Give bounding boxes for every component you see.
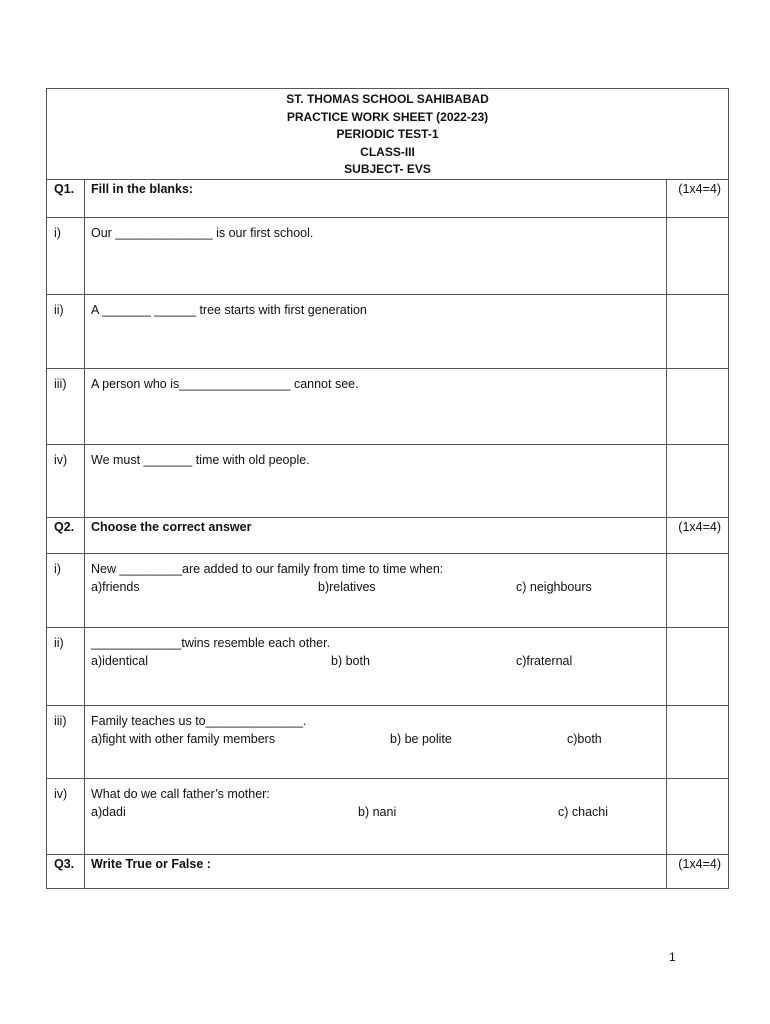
marks-cell [667, 444, 729, 517]
question-number: Q1. [47, 179, 85, 217]
q1-row [47, 179, 729, 217]
marks-cell [667, 778, 729, 854]
question-number: Q2. [47, 517, 85, 553]
item-text: What do we call father’s mother: [91, 786, 270, 801]
q1-item-row [47, 444, 729, 517]
header-row [47, 89, 729, 180]
item-number: iii) [47, 368, 85, 444]
option-c: c)fraternal [516, 653, 573, 668]
item-number: i) [47, 217, 85, 294]
option-b: b)relatives [318, 579, 376, 594]
option-b: b) nani [358, 804, 397, 819]
q2-item-row [47, 705, 729, 778]
item-number: iv) [47, 444, 85, 517]
question-number: Q3. [47, 854, 85, 888]
item-content [85, 705, 667, 778]
item-text: A person who is________________ cannot see. [85, 368, 667, 444]
worksheet-table [46, 88, 729, 889]
item-content [85, 553, 667, 627]
q2-item-row [47, 627, 729, 705]
marks-cell [667, 368, 729, 444]
option-a: a)dadi [91, 804, 126, 819]
item-number: ii) [47, 294, 85, 368]
options-row [91, 580, 666, 600]
sheet-title: PRACTICE WORK SHEET (2022-23) [286, 109, 489, 124]
q1-item-row [47, 368, 729, 444]
school-name: ST. THOMAS SCHOOL SAHIBABAD [286, 92, 489, 106]
option-a: a)identical [91, 653, 148, 668]
question-marks: (1x4=4) [667, 517, 729, 553]
question-marks: (1x4=4) [667, 179, 729, 217]
q1-item-row [47, 217, 729, 294]
item-text: Family teaches us to______________. [91, 713, 307, 728]
class-name: CLASS-III [360, 144, 415, 159]
option-a: a)friends [91, 579, 140, 594]
marks-cell [667, 217, 729, 294]
item-number: iii) [47, 705, 85, 778]
question-title: Write True or False : [85, 854, 667, 888]
item-text: A _______ ______ tree starts with first generation [85, 294, 667, 368]
subject-name: SUBJECT- EVS [344, 162, 431, 177]
worksheet-header [47, 89, 729, 180]
marks-cell [667, 705, 729, 778]
test-name: PERIODIC TEST-1 [336, 127, 439, 142]
item-text: _____________twins resemble each other. [91, 635, 331, 650]
options-row [91, 654, 666, 674]
option-c: c)both [567, 731, 602, 746]
q2-item-row [47, 553, 729, 627]
question-title: Choose the correct answer [85, 517, 667, 553]
item-text: We must _______ time with old people. [85, 444, 667, 517]
question-marks: (1x4=4) [667, 854, 729, 888]
q2-row [47, 517, 729, 553]
option-b: b) be polite [390, 731, 452, 746]
options-row [91, 805, 666, 825]
marks-cell [667, 294, 729, 368]
q3-row [47, 854, 729, 888]
item-number: i) [47, 553, 85, 627]
item-number: iv) [47, 778, 85, 854]
q1-item-row [47, 294, 729, 368]
option-c: c) chachi [558, 804, 609, 819]
marks-cell [667, 627, 729, 705]
item-number: ii) [47, 627, 85, 705]
option-a: a)fight with other family members [91, 731, 276, 746]
item-content [85, 627, 667, 705]
item-text: Our ______________ is our first school. [85, 217, 667, 294]
marks-cell [667, 553, 729, 627]
page-number: 1 [669, 950, 676, 964]
option-b: b) both [331, 653, 370, 668]
option-c: c) neighbours [516, 579, 592, 594]
q2-item-row [47, 778, 729, 854]
question-title: Fill in the blanks: [85, 179, 667, 217]
item-text: New _________are added to our family from time to time when: [91, 561, 444, 576]
options-row [91, 732, 666, 752]
item-content [85, 778, 667, 854]
